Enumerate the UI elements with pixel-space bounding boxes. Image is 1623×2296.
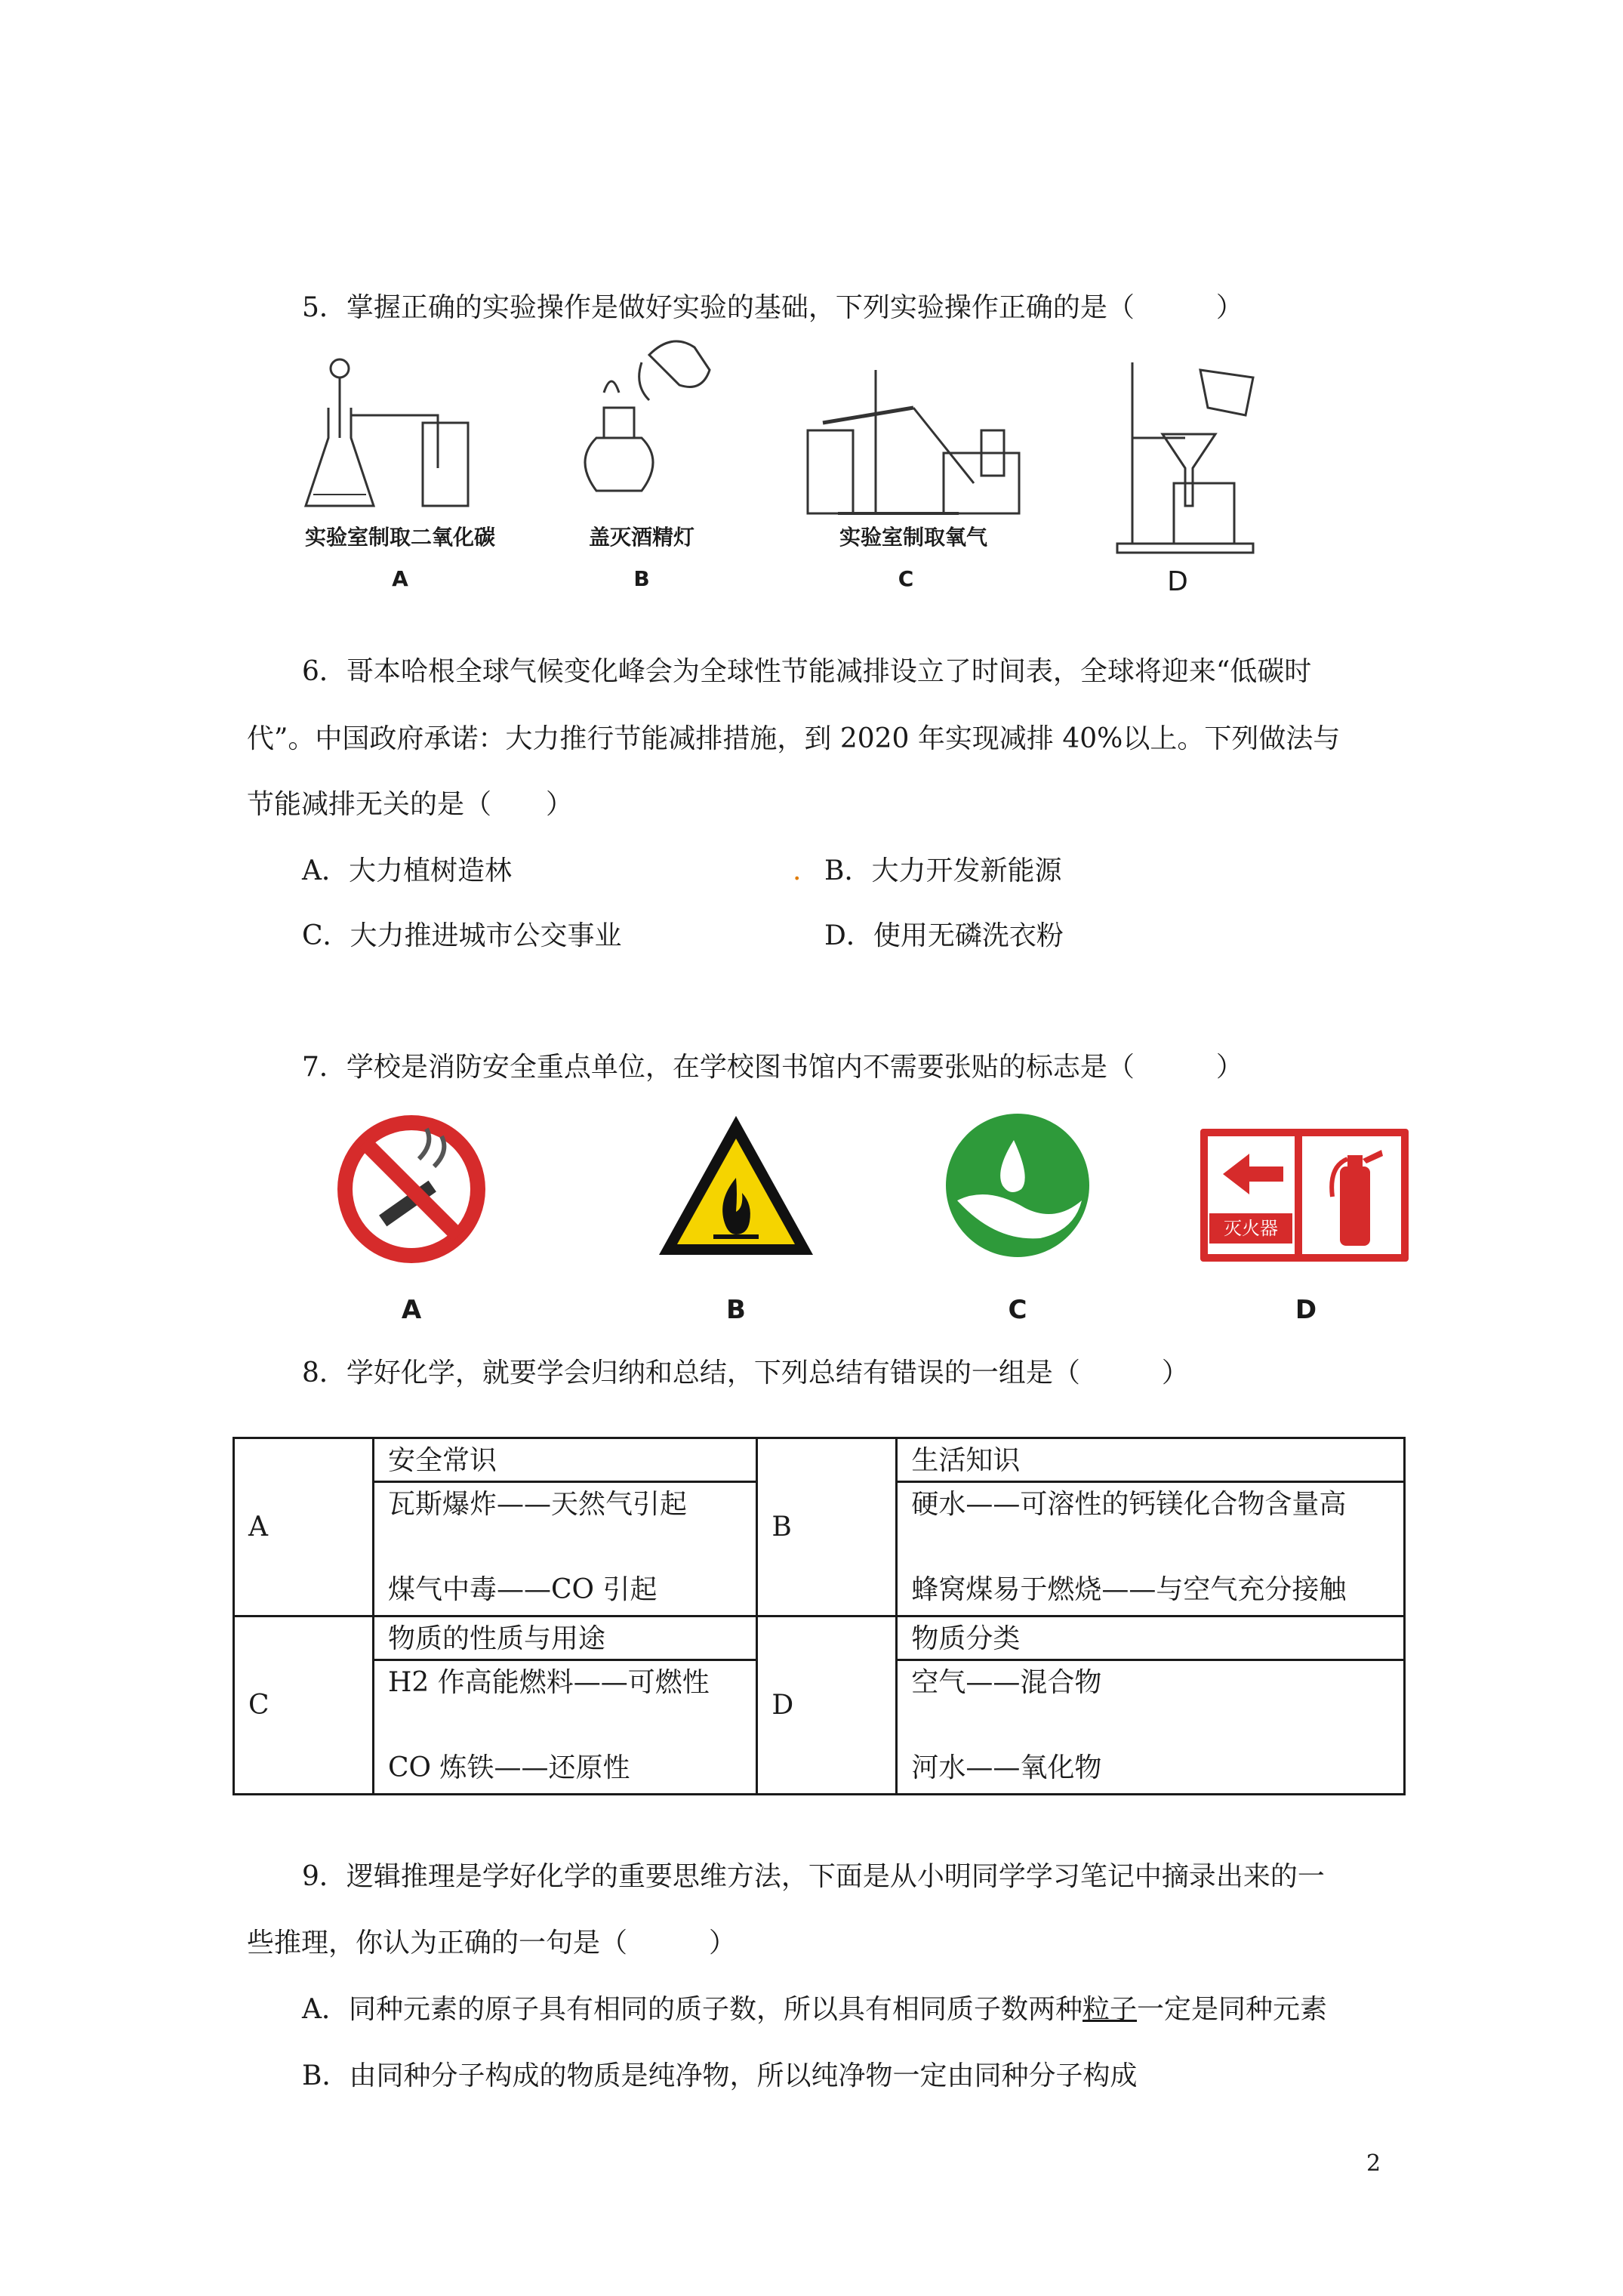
group-c-title: 物质的性质与用途	[374, 1616, 757, 1660]
group-a-line2: 煤气中毒——CO 引起	[388, 1574, 658, 1606]
group-a-line1: 瓦斯爆炸——天然气引起	[388, 1489, 688, 1521]
q9-option-b: B．由同种分子构成的物质是纯净物，所以纯净物一定由同种分子构成	[302, 2060, 1138, 2091]
figure-b-caption: 盖灭酒精灯	[588, 525, 694, 550]
q9-option-a	[302, 1992, 1327, 2028]
group-c-line1: H2 作高能燃料——可燃性	[388, 1667, 710, 1699]
group-b-line2: 蜂窝煤易于燃烧——与空气充分接触	[911, 1574, 1347, 1606]
q6-line1: 6．哥本哈根全球气候变化峰会为全球性节能减排设立了时间表，全球将迎来“低碳时	[302, 656, 1312, 687]
q9-line2: 些推理，你认为正确的一句是（ ）	[247, 1928, 737, 1959]
group-c-line2: CO 炼铁——还原性	[388, 1752, 630, 1784]
sign-a-letter: A	[401, 1295, 422, 1325]
group-d-line1: 空气——混合物	[911, 1667, 1102, 1699]
sign-d-letter: D	[1295, 1295, 1317, 1325]
oxygen-apparatus-figure	[793, 362, 1034, 521]
group-b-line1: 硬水——可溶性的钙镁化合物含量高	[911, 1489, 1347, 1521]
q7-stem: 7．学校是消防安全重点单位，在学校图书馆内不需要张贴的标志是（ ）	[302, 1052, 1243, 1083]
group-c-body	[374, 1660, 757, 1795]
group-d-title: 物质分类	[897, 1616, 1405, 1660]
group-d-body	[897, 1660, 1405, 1795]
no-smoking-sign-icon	[336, 1114, 487, 1265]
figure-d-letter: D	[1167, 566, 1188, 597]
q6-line3: 节能减排无关的是（ ）	[247, 789, 574, 820]
alcohol-lamp-figure	[559, 325, 725, 521]
q8-stem: 8．学好化学，就要学会归纳和总结，下列总结有错误的一组是（ ）	[302, 1358, 1189, 1388]
group-d-line2: 河水——氧化物	[911, 1752, 1102, 1784]
group-b-letter: B	[757, 1438, 897, 1616]
q9-option-a-end: 一定是同种元素	[1137, 1994, 1328, 2025]
q6-option-d: D．使用无磷洗衣粉	[824, 920, 1064, 951]
q6-line2: 代”。中国政府承诺：大力推行节能减排措施，到 2020 年实现减排 40%以上。下列做法与	[247, 723, 1341, 754]
figure-a-caption: 实验室制取二氧化碳	[304, 525, 495, 550]
group-a-title: 安全常识	[374, 1438, 757, 1482]
water-saving-sign-icon	[942, 1110, 1093, 1261]
flammable-warning-sign-icon	[653, 1110, 819, 1261]
extinguisher-sign-text: 灭火器	[1209, 1213, 1292, 1244]
group-a-body	[374, 1482, 757, 1616]
figure-b-letter: B	[633, 566, 650, 591]
q6-option-c: C．大力推进城市公交事业	[302, 920, 622, 951]
group-a-letter: A	[234, 1438, 374, 1616]
sign-c-letter: C	[1008, 1295, 1027, 1325]
page-number: 2	[1366, 2150, 1381, 2177]
group-d-letter: D	[757, 1616, 897, 1794]
q6-option-a: A．大力植树造林	[302, 855, 512, 886]
q5-stem: 5．掌握正确的实验操作是做好实验的基础，下列实验操作正确的是（ ）	[302, 292, 1243, 323]
q8-summary-table	[233, 1437, 1406, 1795]
q9-line1: 9．逻辑推理是学好化学的重要思维方法，下面是从小明同学学习笔记中摘录出来的一	[302, 1861, 1325, 1892]
q6-option-b: B．大力开发新能源	[824, 855, 1062, 886]
co2-apparatus-figure	[302, 355, 498, 521]
q9-option-a-underlined: 粒子	[1083, 1994, 1138, 2025]
filtration-figure	[1102, 355, 1268, 566]
group-b-title: 生活知识	[897, 1438, 1405, 1482]
group-b-body	[897, 1482, 1405, 1616]
figure-c-letter: C	[898, 566, 914, 591]
figure-a-letter: A	[392, 566, 408, 591]
sign-b-letter: B	[726, 1295, 746, 1325]
fire-extinguisher-sign-icon	[1200, 1129, 1409, 1262]
figure-c-caption: 实验室制取氧气	[839, 525, 987, 550]
q6-stray-dot: .	[793, 855, 802, 886]
q9-option-a-text: A．同种元素的原子具有相同的质子数，所以具有相同质子数两种	[302, 1994, 1083, 2025]
group-c-letter: C	[234, 1616, 374, 1794]
